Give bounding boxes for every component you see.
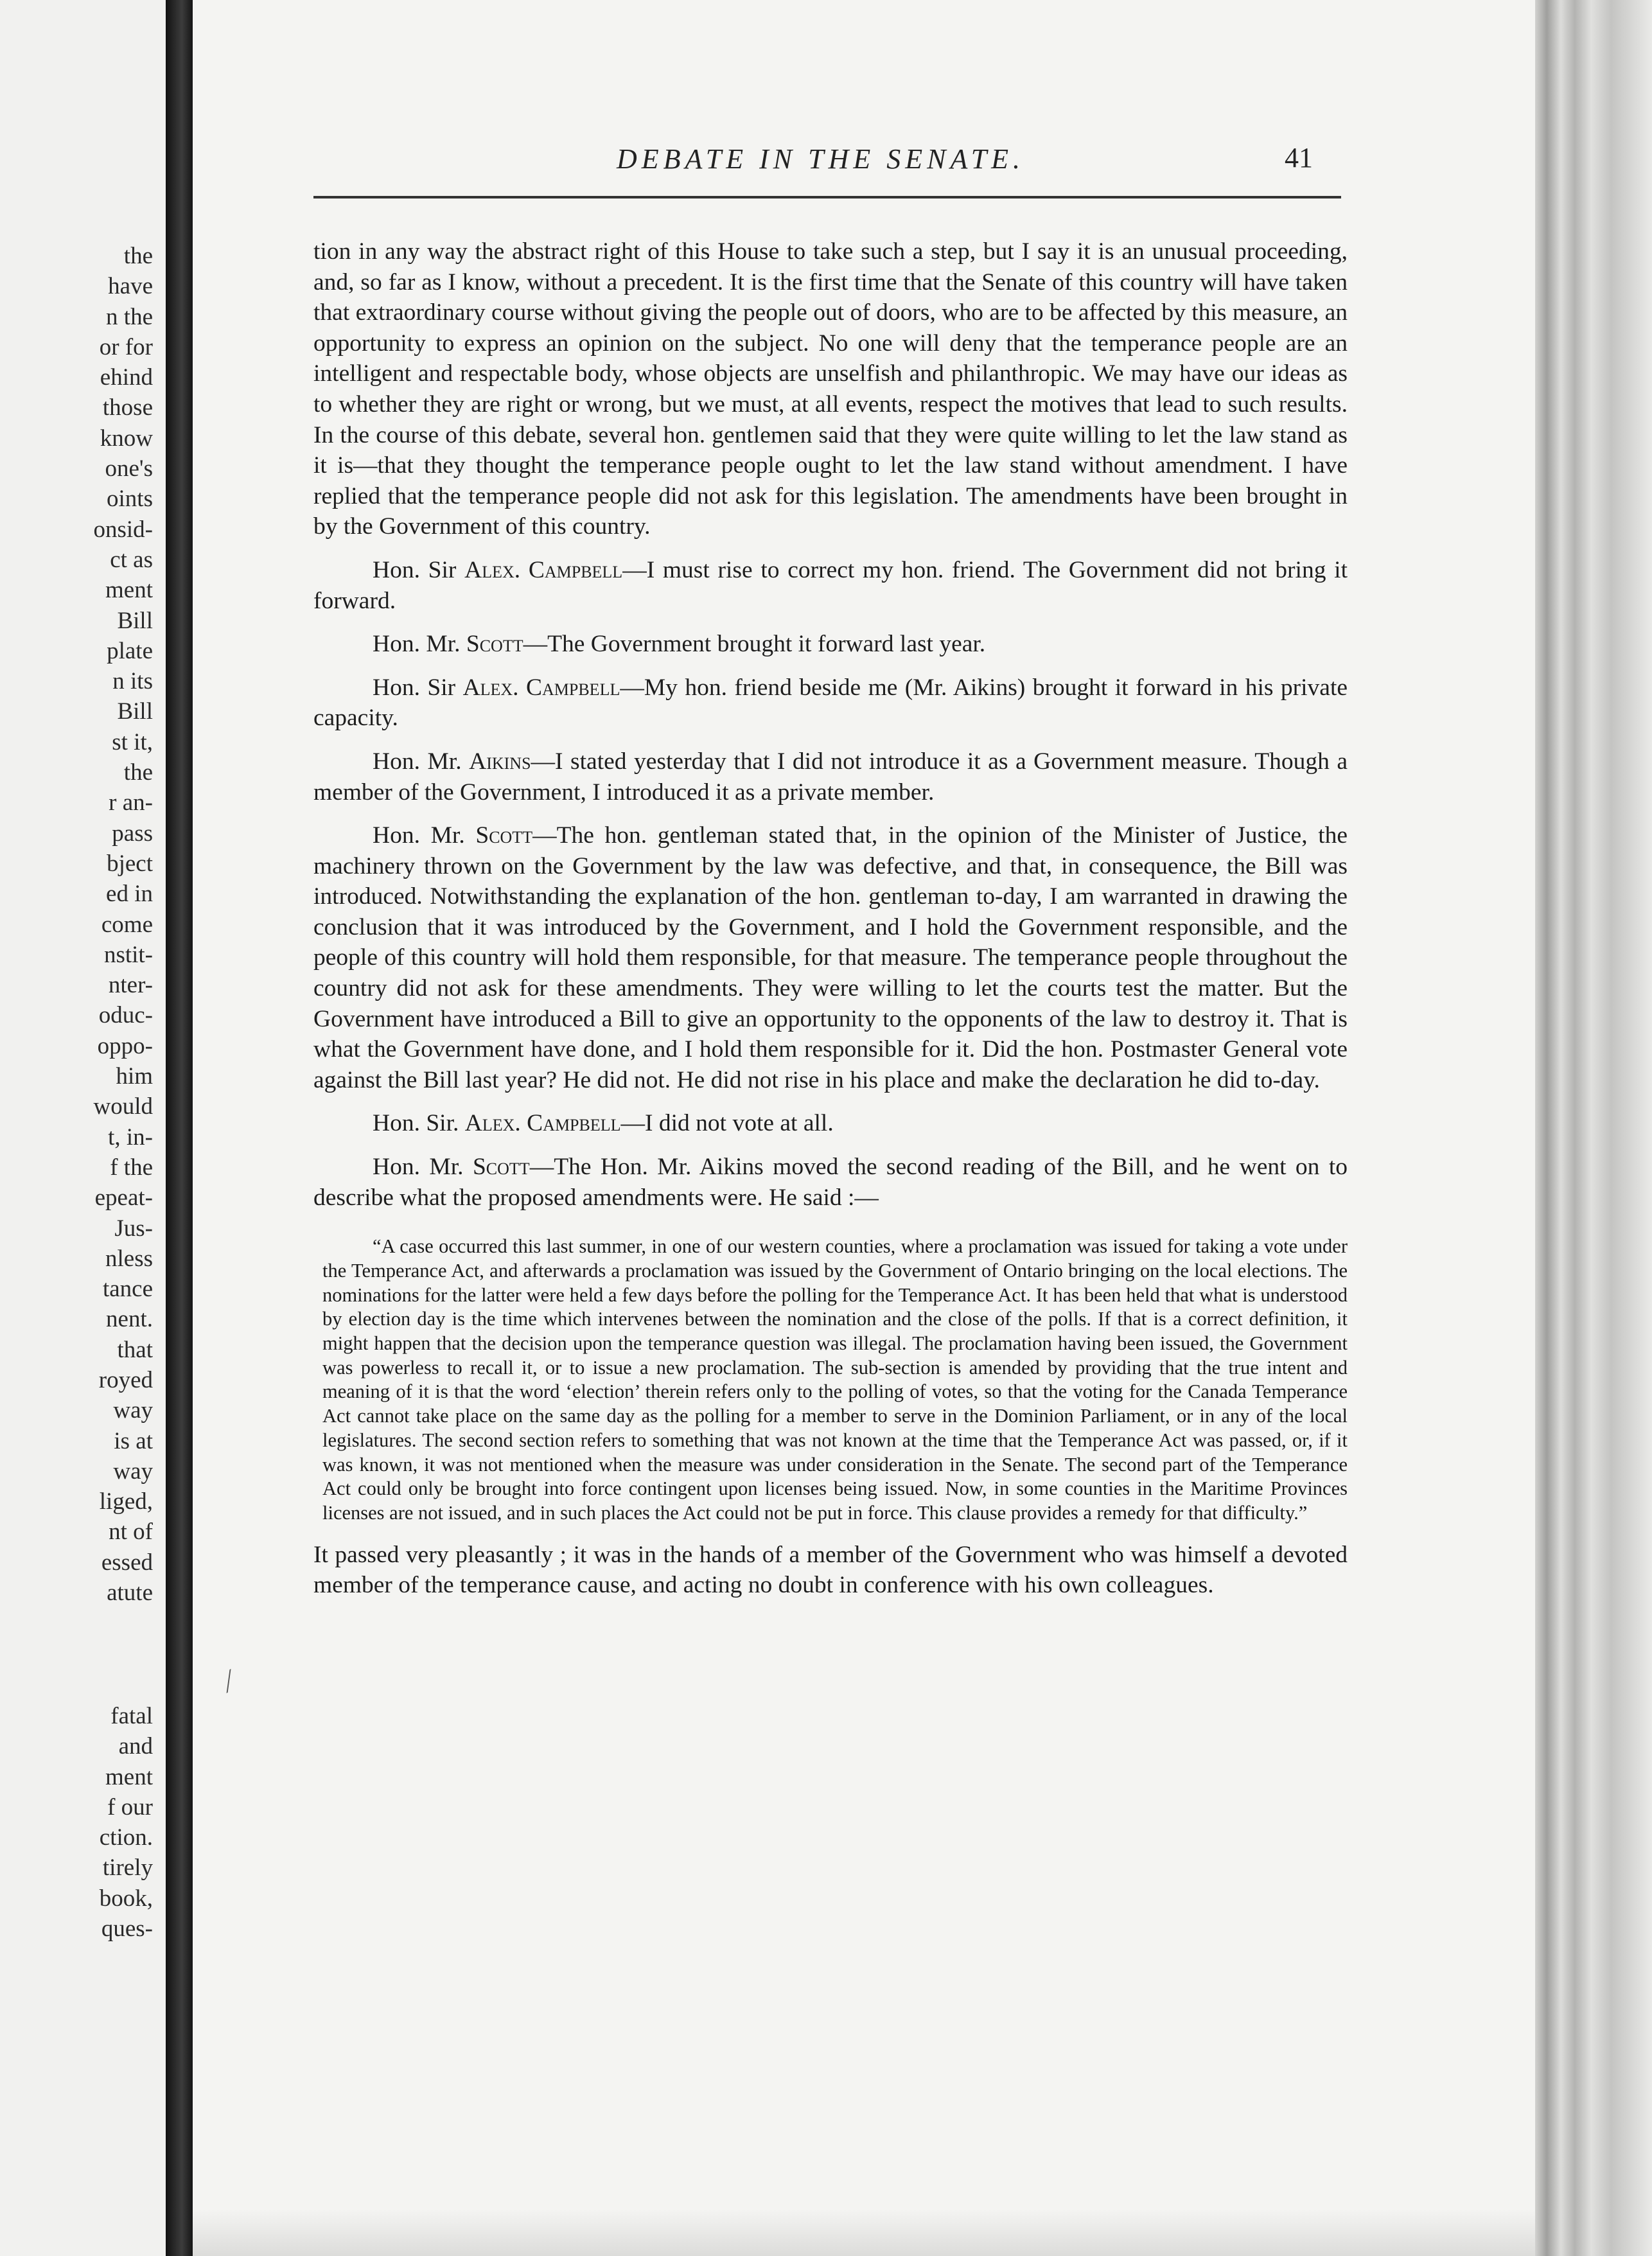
left-page-fragment: or for <box>99 333 153 360</box>
left-page-fragment: oints <box>107 486 153 513</box>
left-page-fragment: those <box>102 394 153 421</box>
block-quote: “A case occurred this last summer, in one of our western counties, where a proclamation was issued for taking a vote under the Temperance Act, and afterwards a proclamation was issued by the Government of Ontario bringing on the local elections. The nominations for the latter were held a few days before the polling for the Temperance Act. It has been held that what is understood by election day is the time which intervenes between the nomination and the close of the polls. If that is a correct definition, it might happen that the decision upon the temperance question was illegal. The proclamation having been issued, the Government was powerless to recall it, or to issue a new proclamation. The sub-section is amended by providing that the true intent and meaning of it is that the word ‘election’ therein refers only to the polling of votes, so that the voting for the Canada Temperance Act cannot take place on the same day as the polling for a member to serve in the Dominion Parliament, or in any of the local legislatures. The second section refers to something that was not known at the time that the Temperance Act was passed, or, if it was known, it was not mentioned when the measure was under consideration in the Senate. The second part of the Temperance Act could only be brought into force contingent upon licenses being issued. Now, in some counties in the Maritime Provinces licenses are not issued, and in such places the Act could not be put in force. This clause provides a remedy for that difficulty.” <box>322 1235 1348 1524</box>
speaker-name: Scott <box>472 1154 530 1181</box>
speaker-name: Alex. Campbell <box>462 674 620 701</box>
left-page-fragment: f the <box>110 1154 153 1181</box>
speaker-name: Aikins <box>469 748 531 775</box>
left-page-fragment: way <box>113 1397 153 1424</box>
page-edge-stack <box>1535 0 1652 2256</box>
page-content <box>313 236 1348 1601</box>
speech-text: —The hon. gentleman stated that, in the opinion of the Minister of Justice, the machinery thrown on the Government by the law was defective, and that, in consequence, the Bill was introduced. Notwithstanding the explanation of the hon. gentleman to-day, I am warranted in drawing the conclusion that it was introduced by the Government, and I hold the Government responsible, and the people of this country will hold them responsible, for that measure. The temperance people throughout the country did not ask for these amendments. They were willing to let the courts test the matter. But the Government have introduced a Bill to give an opportunity to the opponents of the law to destroy it. That is what the Government have done, and I hold them responsible for it. Did the hon. Postmaster General vote against the Bill last year? He did not. He did not rise in his place and make the declaration he did to-day. <box>313 822 1348 1093</box>
speech-paragraph <box>313 1108 1348 1139</box>
speech-paragraph <box>313 820 1348 1095</box>
left-page-fragment: bject <box>107 850 153 877</box>
left-page-fragment: Jus- <box>114 1215 153 1242</box>
speaker-prefix: Hon. Mr. <box>373 822 465 849</box>
speaker-name: Scott <box>466 631 523 658</box>
left-page-fragment: oppo- <box>97 1032 153 1059</box>
speech-text: —I stated yesterday that I did not introduce it as a Government measure. Though a member of the Government, I introduced it as a private member. <box>313 748 1348 806</box>
left-page-fragment: nter- <box>108 972 153 999</box>
left-page-fragment: epeat- <box>94 1185 153 1212</box>
left-page-fragment: ehind <box>100 364 153 391</box>
left-page-fragment: plate <box>107 637 153 664</box>
speech-paragraph <box>313 1152 1348 1213</box>
left-page-fragment: tance <box>102 1276 153 1303</box>
speaker-prefix: Hon. Sir <box>373 674 456 701</box>
left-page-strip <box>0 0 166 2256</box>
left-page-fragment: nstit- <box>103 941 153 968</box>
left-page-fragment: oduc- <box>98 1002 153 1029</box>
left-page-fragment: royed <box>98 1366 153 1393</box>
left-page-fragment: atute <box>107 1580 153 1607</box>
left-page-fragment: n the <box>106 303 153 330</box>
left-page-fragment: Bill <box>117 698 153 725</box>
left-page-fragment: is at <box>114 1427 153 1454</box>
left-page-fragment: tirely <box>102 1855 153 1881</box>
left-page-fragment: n its <box>112 668 153 695</box>
left-page-fragment: the <box>123 243 153 269</box>
left-page-fragment: r an- <box>109 789 153 816</box>
left-page-fragment: that <box>117 1336 153 1363</box>
speaker-prefix: Hon. Sir. <box>373 1110 459 1137</box>
left-page-upper-fragments <box>94 241 154 1608</box>
left-page-fragment: and <box>118 1733 153 1760</box>
page-number: 41 <box>1285 142 1313 173</box>
left-page-fragment: have <box>108 273 153 300</box>
speech-text: —The Hon. Mr. Aikins moved the second reading of the Bill, and he went on to describe what the proposed amendments were. He said :— <box>313 1154 1348 1211</box>
header-rule <box>313 196 1341 198</box>
left-page-fragment: fatal <box>110 1703 153 1729</box>
left-page-fragment: Bill <box>117 607 153 634</box>
speaker-name: Scott <box>475 822 533 849</box>
left-page-fragment: nent. <box>106 1306 153 1333</box>
left-page-fragment: way <box>113 1458 153 1485</box>
closing-paragraph: It passed very pleasantly ; it was in the hands of a member of the Government who was himself a devoted member of the temperance cause, and acting no doubt in conference with his own colleagues. <box>313 1541 1348 1599</box>
left-page-fragment: liged, <box>99 1488 153 1515</box>
speaker-prefix: Hon. Mr. <box>373 1154 464 1181</box>
left-page-lower-fragments <box>100 1701 153 1944</box>
left-page-fragment: ct as <box>110 546 153 573</box>
left-page-fragment: essed <box>101 1549 153 1576</box>
book-gutter <box>166 0 193 2256</box>
left-page-fragment: the <box>123 759 153 786</box>
left-page-fragment: nt of <box>109 1519 153 1546</box>
left-page-fragment: pass <box>112 820 153 847</box>
left-page-fragment: one's <box>105 455 153 482</box>
speech-text: —I did not vote at all. <box>620 1110 834 1137</box>
page-bottom-shadow <box>193 2210 1535 2256</box>
left-page-fragment: know <box>100 425 153 452</box>
paragraph-continuation: tion in any way the abstract right of this House to take such a step, but I say it is an unusual proceeding, and, so far as I know, without a precedent. It is the first time that the Senate of this country will have taken that extraordinary course without giving the people out of doors, who are to be affected by this measure, an opportunity to express an opinion on the subject. No one will deny that the temperance people are an intelligent and respectable body, whose objects are unselfish and philanthropic. We may have our ideas as to whether they are right or wrong, but we must, at all events, respect the motives that lead to such results. In the course of this debate, several hon. gentlemen said that they were quite willing to let the law stand as it is—that they thought the temperance people ought to let the law stand without amendment. I have replied that the temperance people did not ask for this legislation. The amendments have been brought in by the Government of this country. <box>313 238 1348 540</box>
speech-paragraph <box>313 673 1348 734</box>
left-page-fragment: book, <box>99 1885 153 1912</box>
speaker-prefix: Hon. Mr. <box>373 748 462 775</box>
left-page-fragment: nless <box>105 1245 153 1272</box>
left-page-fragment: ed in <box>106 881 153 908</box>
running-head: DEBATE IN THE SENATE. <box>617 143 1025 175</box>
margin-pencil-mark: ⁄ <box>218 1665 239 1696</box>
left-page-fragment: onsid- <box>93 516 153 543</box>
speech-paragraph <box>313 555 1348 616</box>
left-page-fragment: ction. <box>99 1824 153 1851</box>
left-page-fragment: would <box>93 1093 153 1120</box>
speech-paragraph <box>313 746 1348 807</box>
speech-text: —I must rise to correct my hon. friend. The Government did not bring it forward. <box>313 556 1348 614</box>
left-page-fragment: st it, <box>112 728 153 755</box>
speaker-prefix: Hon. Sir <box>373 556 457 583</box>
speaker-prefix: Hon. Mr. <box>373 631 461 658</box>
speaker-name: Alex. Campbell <box>464 1110 621 1137</box>
speaker-name: Alex. Campbell <box>464 556 623 583</box>
speech-text: —My hon. friend beside me (Mr. Aikins) brought it forward in his private capacity. <box>313 674 1348 732</box>
left-page-fragment: f our <box>107 1793 153 1820</box>
left-page-fragment: ques- <box>101 1916 153 1943</box>
left-page-fragment: come <box>101 911 153 938</box>
left-page-fragment: t, in- <box>108 1124 153 1150</box>
left-page-fragment: ment <box>105 1763 153 1790</box>
left-page-fragment: him <box>116 1063 153 1090</box>
left-page-fragment: ment <box>105 577 153 604</box>
speech-paragraph <box>313 629 1348 660</box>
speech-text: —The Government brought it forward last year. <box>523 631 986 658</box>
